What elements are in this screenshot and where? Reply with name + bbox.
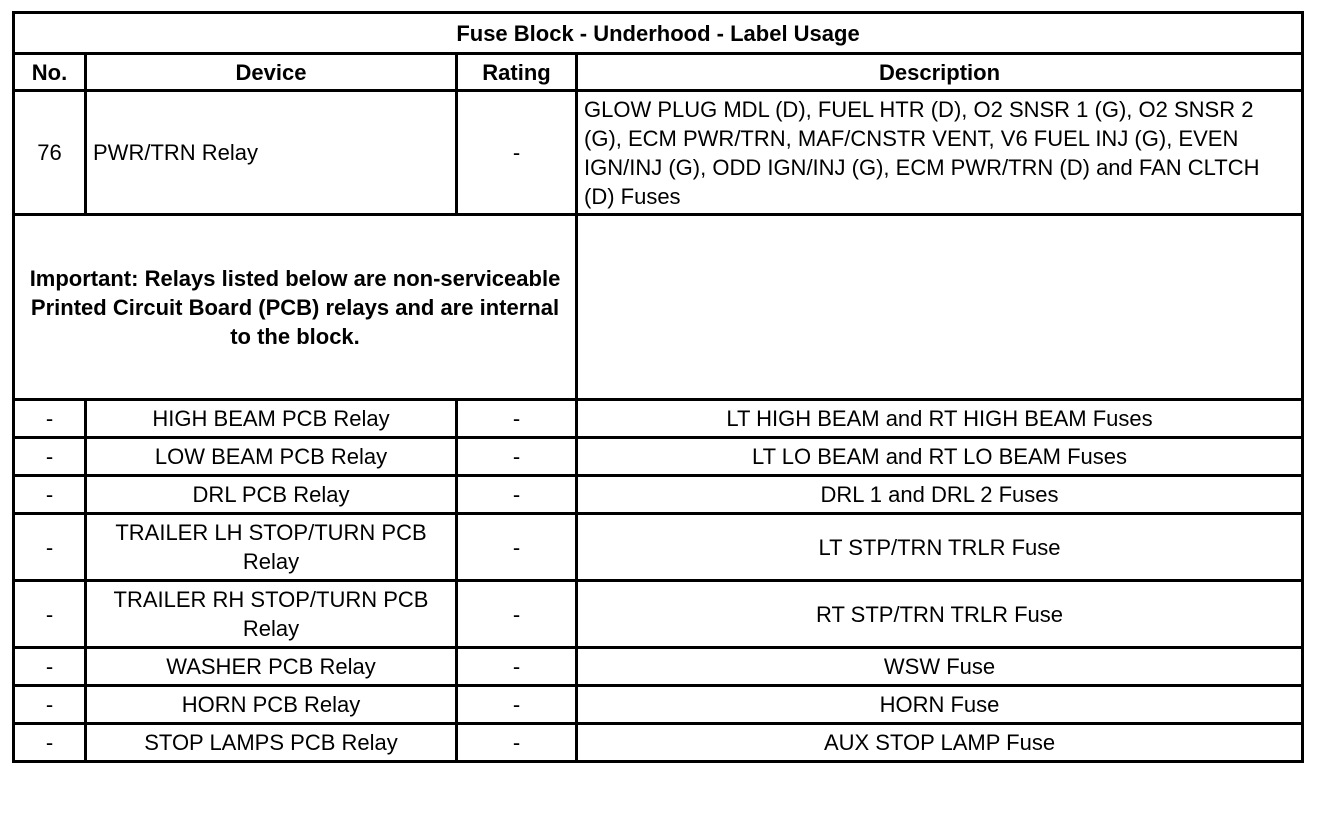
fuse-label-usage-table [12, 11, 1304, 763]
cell-no: - [14, 438, 86, 476]
cell-no: - [14, 686, 86, 724]
table-row [14, 438, 1303, 476]
cell-description: RT STP/TRN TRLR Fuse [577, 581, 1303, 648]
table-row [14, 648, 1303, 686]
cell-device: TRAILER LH STOP/TURN PCB Relay [86, 514, 457, 581]
cell-no: - [14, 581, 86, 648]
cell-description: LT HIGH BEAM and RT HIGH BEAM Fuses [577, 400, 1303, 438]
cell-device: WASHER PCB Relay [86, 648, 457, 686]
cell-device: PWR/TRN Relay [86, 91, 457, 215]
table-header-row [14, 54, 1303, 91]
cell-rating: - [457, 514, 577, 581]
cell-description: GLOW PLUG MDL (D), FUEL HTR (D), O2 SNSR 1 (G), O2 SNSR 2 (G), ECM PWR/TRN, MAF/CNSTR VENT, V6 FUEL INJ (G), EVEN IGN/INJ (G), ODD IGN/INJ (G), ECM PWR/TRN (D) and FAN CLTCH (D) Fuses [577, 91, 1303, 215]
cell-device: DRL PCB Relay [86, 476, 457, 514]
cell-description: AUX STOP LAMP Fuse [577, 724, 1303, 762]
cell-no: - [14, 400, 86, 438]
cell-no: - [14, 724, 86, 762]
table-row [14, 581, 1303, 648]
table-row [14, 400, 1303, 438]
column-header-no: No. [14, 54, 86, 91]
table-row [14, 724, 1303, 762]
table-row [14, 514, 1303, 581]
cell-rating: - [457, 724, 577, 762]
table-row [14, 91, 1303, 215]
table-row [14, 686, 1303, 724]
important-note-row [14, 215, 1303, 400]
cell-no: - [14, 514, 86, 581]
cell-rating: - [457, 686, 577, 724]
cell-device: TRAILER RH STOP/TURN PCB Relay [86, 581, 457, 648]
column-header-device: Device [86, 54, 457, 91]
table-title-row [14, 13, 1303, 54]
cell-description: HORN Fuse [577, 686, 1303, 724]
column-header-description: Description [577, 54, 1303, 91]
cell-description: LT LO BEAM and RT LO BEAM Fuses [577, 438, 1303, 476]
cell-description: DRL 1 and DRL 2 Fuses [577, 476, 1303, 514]
table-row [14, 476, 1303, 514]
cell-description: WSW Fuse [577, 648, 1303, 686]
cell-device: HIGH BEAM PCB Relay [86, 400, 457, 438]
cell-device: STOP LAMPS PCB Relay [86, 724, 457, 762]
important-note: Important: Relays listed below are non-serviceable Printed Circuit Board (PCB) relays and are internal to the block. [14, 215, 577, 400]
cell-rating: - [457, 648, 577, 686]
cell-description: LT STP/TRN TRLR Fuse [577, 514, 1303, 581]
column-header-rating: Rating [457, 54, 577, 91]
cell-rating: - [457, 581, 577, 648]
cell-rating: - [457, 438, 577, 476]
empty-cell [577, 215, 1303, 400]
cell-no: - [14, 476, 86, 514]
cell-rating: - [457, 91, 577, 215]
cell-device: HORN PCB Relay [86, 686, 457, 724]
cell-rating: - [457, 400, 577, 438]
cell-no: 76 [14, 91, 86, 215]
table-title: Fuse Block - Underhood - Label Usage [14, 13, 1303, 54]
cell-no: - [14, 648, 86, 686]
cell-rating: - [457, 476, 577, 514]
cell-device: LOW BEAM PCB Relay [86, 438, 457, 476]
